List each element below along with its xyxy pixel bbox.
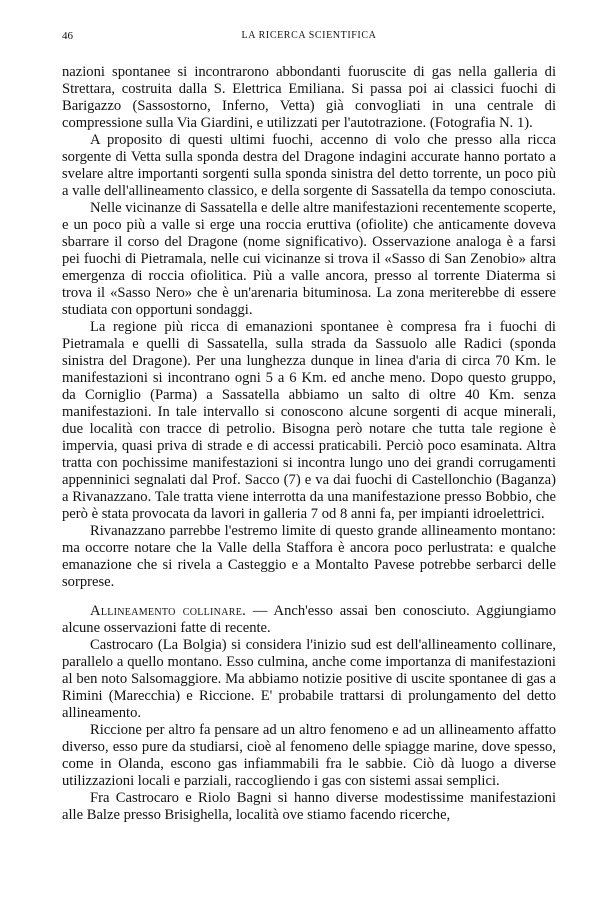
page-header <box>62 30 556 46</box>
running-title: LA RICERCA SCIENTIFICA <box>241 30 377 41</box>
section-intro: — Anch'esso assai ben conosciuto. Aggiungiamo alcune osservazioni fatte di recente. <box>62 603 557 636</box>
article-body <box>62 64 556 824</box>
section-heading: Allineamento collinare. <box>90 603 247 619</box>
paragraph: nazioni spontanee si incontrarono abbondanti fuoruscite di gas nella galleria di Strettara, costruita dalla S. Elettrica Emiliana. Si passa poi ai classici fuochi di Barigazzo (Sassostorno, Inferno, Vetta) già convogliati in una centrale di compressione sulla Via Giardini, e utilizzati per l'autotrazione. (Fotografia N. 1). <box>62 64 556 131</box>
paragraph: A proposito di questi ultimi fuochi, accenno di volo che presso alla ricca sorgente di Vetta sulla sponda destra del Dragone indagini accurate hanno portato a svelare altre importanti sorgenti sulla sponda sinistra del detto torrente, un poco più a valle dell'allineamento classico, e della sorgente di Sassatella da tempo conosciuta. <box>62 132 556 199</box>
paragraph: Fra Castrocaro e Riolo Bagni si hanno diverse modestissime manifestazioni alle Balze presso Brisighella, località ove stiamo facendo ricerche, <box>62 790 556 823</box>
paragraph: Riccione per altro fa pensare ad un altro fenomeno e ad un allineamento affatto diverso, esso pure da studiarsi, cioè al fenomeno delle spiagge marine, dove spesso, come in Olanda, escono gas infiammabili fra le sabbie. Ciò dà luogo a diverse utilizzazioni locali e parziali, raccogliendo i gas con sistemi assai semplici. <box>62 722 556 789</box>
paragraph: La regione più ricca di emanazioni spontanee è compresa fra i fuochi di Pietramala e quelli di Sassatella, sulla strada da Sassuolo alle Radici (sponda sinistra del Dragone). Per una lunghezza dunque in linea d'aria di circa 70 Km. le manifestazioni si incontrano ogni 5 a 6 Km. ed anche meno. Dopo questo gruppo, da Corniglio (Parma) a Sassatella abbiamo un salto di oltre 40 Km. senza manifestazioni. In tale intervallo si conoscono alcune sorgenti di acque minerali, due località con tracce di petrolio. Bisogna però notare che tutta tale regione è impervia, quasi priva di strade e di accessi praticabili. Perciò poco esaminata. Altra tratta con pochissime manifestazioni si incontra lungo uno dei grandi corrugamenti appenninici segnalati dal Prof. Sacco (7) e va dai fuochi di Castellonchio (Baganza) a Rivanazzano. Tale tratta viene interrotta da una manifestazione presso Bobbio, che però è stata provocata da lavori in galleria 7 od 8 anni fa, per impianti idroelettrici. <box>62 319 556 522</box>
paragraph: Rivanazzano parrebbe l'estremo limite di questo grande allineamento montano: ma occorre notare che la Valle della Staffora è ancora poco perlustrata: e qualche emanazione che si rivela a Casteggio e a Montalto Pavese potrebbe serbarci delle sorprese. <box>62 523 556 590</box>
section-paragraph <box>62 603 556 637</box>
page-number: 46 <box>62 30 73 42</box>
paragraph: Nelle vicinanze di Sassatella e delle altre manifestazioni recentemente scoperte, e un poco più a valle si erge una roccia eruttiva (ofiolite) che anticamente doveva sbarrare il corso del Dragone (nome significativo). Osservazione analoga è a farsi pei fuochi di Pietramala, nelle cui vicinanze si trova il «Sasso di San Zenobio» altra emergenza di roccia ofiolitica. Più a valle ancora, presso al torrente Diaterma si trova il «Sasso Nero» che è un'arenaria bituminosa. La zona meriterebbe di essere studiata con opportuni sondaggi. <box>62 200 556 318</box>
paragraph: Castrocaro (La Bolgia) si considera l'inizio sud est dell'allineamento collinare, parallelo a quello montano. Esso culmina, anche come importanza di manifestazioni al ben noto Salsomaggiore. Ma abbiamo notizie positive di uscite spontanee di gas a Rimini (Marecchia) e Riccione. E' probabile trattarsi di prolungamento del detto allineamento. <box>62 637 556 721</box>
